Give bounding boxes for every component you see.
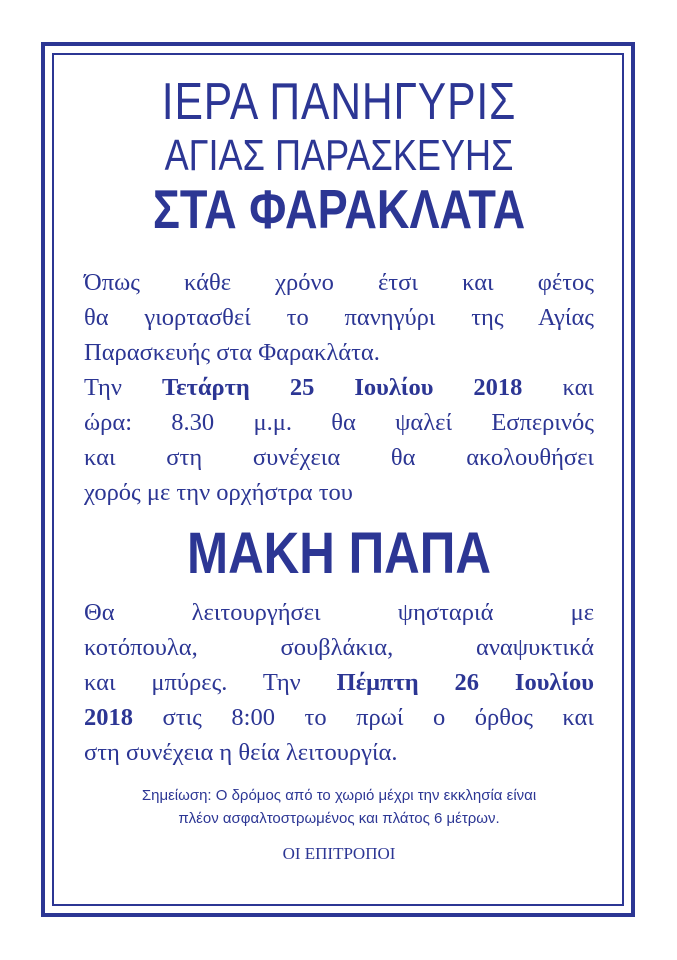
text-fragment: στις 8:00 το πρωί ο όρθος και — [133, 703, 594, 731]
text-line — [84, 665, 594, 700]
text-line: θα γιορτασθεί το πανηγύρι της Αγίας — [84, 304, 594, 331]
note-line: Σημείωση: Ο δρόμος από το χωριό μέχρι την εκκλησία είναι — [141, 786, 537, 804]
signature: ΟΙ ΕΠΙΤΡΟΠΟΙ — [282, 843, 396, 863]
band-name: ΜΑΚΗ ΠΑΠΑ — [186, 521, 491, 586]
text-fragment: Την — [84, 374, 162, 401]
poster-content — [84, 72, 594, 864]
note-line: πλέον ασφαλτοστρωμένος και πλάτος 6 μέτρων. — [178, 809, 500, 827]
text-line: Όπως κάθε χρόνο έτσι και φέτος — [84, 269, 594, 296]
text-fragment: και μπύρες. Την — [84, 668, 337, 696]
text-line: Θα λειτουργήσει ψησταριά με — [84, 598, 594, 626]
date-highlight: Πέμπτη 26 Ιουλίου — [336, 668, 595, 696]
title-line-3: ΣΤΑ ΦΑΡΑΚΛΑΤΑ — [152, 178, 526, 240]
date-highlight: Τετάρτη 25 Ιουλίου 2018 — [161, 374, 523, 401]
text-line: κοτόπουλα, σουβλάκια, αναψυκτικά — [84, 633, 594, 661]
text-line: Παρασκευής στα Φαρακλάτα. — [84, 339, 380, 366]
date-highlight: 2018 — [84, 703, 133, 731]
text-line — [84, 370, 594, 405]
title-line-2: ΑΓΙΑΣ ΠΑΡΑΣΚΕΥΗΣ — [164, 131, 514, 180]
title-line-1: ΙΕΡΑ ΠΑΝΗΓΥΡΙΣ — [161, 73, 517, 131]
text-line: στη συνέχεια η θεία λειτουργία. — [84, 738, 398, 766]
food-paragraph — [84, 595, 594, 770]
text-line: χορός με την ορχήστρα του — [84, 479, 353, 506]
announcement-paragraph — [84, 265, 594, 510]
text-fragment: και — [522, 374, 594, 401]
road-note — [84, 784, 594, 830]
text-line — [84, 700, 594, 735]
text-line: ώρα: 8.30 μ.μ. θα ψαλεί Εσπερινός — [84, 409, 594, 436]
text-line: και στη συνέχεια θα ακολουθήσει — [84, 444, 594, 471]
